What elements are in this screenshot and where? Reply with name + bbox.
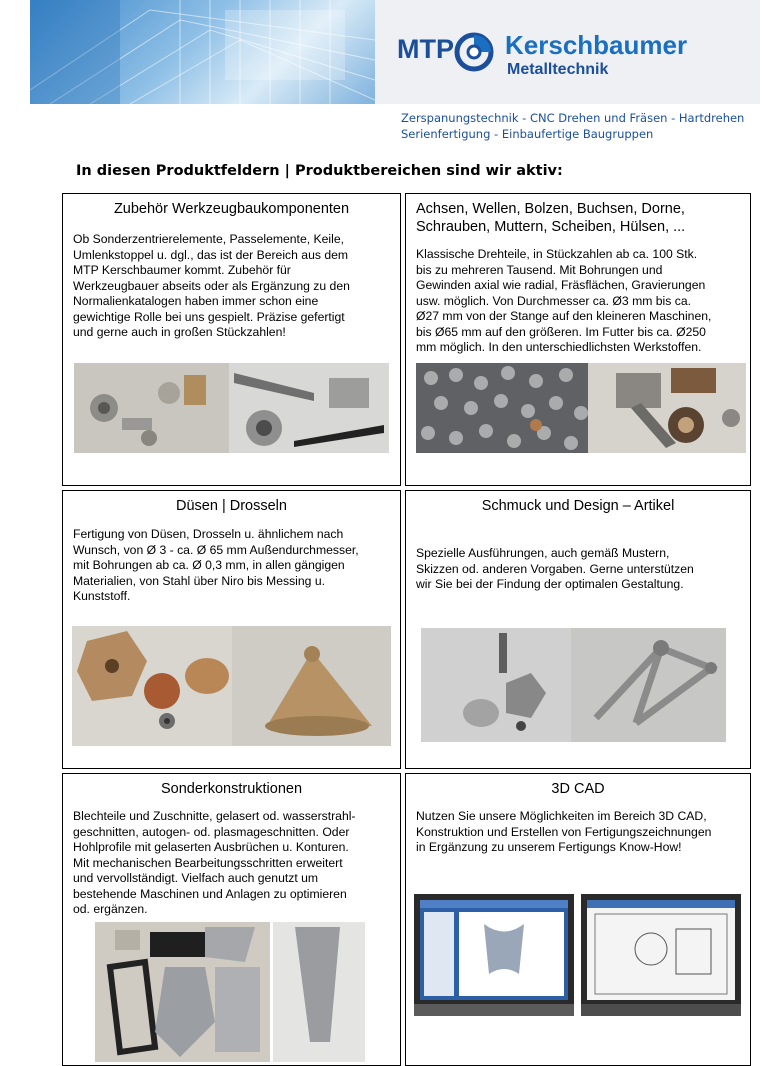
text-line: Blechteile und Zuschnitte, gelasert od. wasserstrahl- (73, 809, 356, 823)
box-text (416, 809, 711, 856)
text-line: Nutzen Sie unsere Möglichkeiten im Bereich 3D CAD, (416, 809, 707, 823)
tagline (401, 110, 744, 142)
text-line: in Ergänzung zu unserem Fertigungs Know-How! (416, 840, 682, 854)
box-title: 3D CAD (551, 781, 605, 797)
box-title: Sonderkonstruktionen (160, 781, 303, 797)
box-title (416, 200, 750, 236)
text-line: Hohlprofile mit gelaserten Ausbrüchen u. Konturen. (73, 840, 349, 854)
product-box-special-constructions (62, 773, 401, 1066)
text-line: Wunsch, von Ø 3 - ca. Ø 65 mm Außendurchmesser, (73, 542, 359, 557)
text-line: Materialien, von Stahl über Niro bis Messing u. (73, 573, 325, 588)
text-line: MTP Kerschbaumer kommt. Zubehör für (73, 263, 291, 277)
text-line: Werkzeugbauer abseits oder als Ergänzung zu den (73, 278, 350, 293)
product-box-jewelry-design (405, 490, 751, 769)
text-line: Kunststoff. (73, 589, 131, 603)
text-line: bis zu mehreren Tausend. Mit Bohrungen und (416, 262, 663, 277)
logo-subtitle: Metalltechnik (507, 61, 609, 78)
product-box-nozzles (62, 490, 401, 769)
text-line: Umlenkstoppel u. dgl., das ist der Bereich aus dem (73, 247, 349, 262)
text-line: und vervollständigt. Vielfach auch genutzt um (73, 871, 319, 885)
logo-mark-icon (454, 32, 494, 72)
product-box-tool-components (62, 193, 401, 486)
tagline-line: Serienfertigung - Einbaufertige Baugruppen (401, 127, 654, 141)
text-line: und gerne auch in großen Stückzahlen! (73, 325, 286, 339)
cad-photo (581, 894, 741, 1016)
text-line: Spezielle Ausführungen, auch gemäß Mustern, (416, 546, 670, 560)
text-line: Skizzen od. anderen Vorgaben. Gerne unterstützen (416, 561, 694, 576)
company-logo (397, 28, 697, 88)
text-line: Fertigung von Düsen, Drosseln u. ähnlichem nach (73, 527, 344, 541)
product-photo (95, 922, 365, 1062)
text-line: Gewinden axial wie radial, Fräsflächen, Gravierungen (416, 278, 706, 292)
logo-name: Kerschbaumer (505, 30, 688, 60)
text-line: usw. möglich. Von Durchmesser ca. Ø3 mm bis ca. (416, 293, 691, 308)
box-text (416, 546, 694, 593)
title-line: Schrauben, Muttern, Scheiben, Hülsen, ... (416, 219, 686, 235)
text-line: Konstruktion und Erstellen von Fertigungszeichnungen (416, 824, 712, 839)
banner-graphic (30, 0, 375, 104)
logo-mtp: MTP (397, 34, 454, 64)
product-photo (421, 628, 726, 742)
text-line: bis Ø65 mm auf den größeren. Im Futter bis ca. Ø250 (416, 324, 706, 339)
box-title: Düsen | Drosseln (176, 498, 287, 514)
tagline-line: Zerspanungstechnik - CNC Drehen und Fräsen - Hartdrehen (401, 111, 745, 125)
text-line: od. ergänzen. (73, 902, 148, 916)
product-photo (72, 626, 391, 746)
text-line: Normalienkatalogen haben immer schon eine (73, 294, 319, 308)
box-title: Zubehör Werkzeugbaukomponenten (113, 201, 350, 217)
cad-photo (414, 894, 574, 1016)
text-line: mit Bohrungen ab ca. Ø 0,3 mm, in allen gängigen (73, 558, 345, 572)
product-photo (74, 363, 389, 453)
text-line: gewichtige Rolle bei uns gespielt. Präzise gefertigt (73, 309, 345, 324)
box-text (73, 809, 356, 918)
text-line: wir Sie bei der Findung der optimalen Gestaltung. (416, 577, 684, 591)
box-title: Schmuck und Design – Artikel (481, 498, 675, 514)
box-text (73, 232, 350, 341)
text-line: geschnitten, autogen- od. plasmageschnitten. Oder (73, 824, 350, 839)
page-heading: In diesen Produktfeldern | Produktbereichen sind wir aktiv: (76, 163, 563, 179)
text-line: mm möglich. In den unterschiedlichsten Werkstoffen. (416, 340, 702, 354)
text-line: Mit mechanischen Bearbeitungsschritten erweitert (73, 855, 343, 870)
text-line: Ob Sonderzentrierelemente, Passelemente, Keile, (73, 232, 344, 246)
product-box-turned-parts (405, 193, 751, 486)
box-text (73, 527, 359, 605)
title-line: Achsen, Wellen, Bolzen, Buchsen, Dorne, (416, 201, 685, 217)
product-photo (416, 363, 746, 453)
product-box-3d-cad (405, 773, 751, 1066)
text-line: Ø27 mm von der Stange auf den kleineren Maschinen, (416, 309, 712, 323)
text-line: bestehende Maschinen und Anlagen zu optimieren (73, 886, 347, 901)
box-text (416, 247, 711, 356)
text-line: Klassische Drehteile, in Stückzahlen ab ca. 100 Stk. (416, 247, 698, 261)
